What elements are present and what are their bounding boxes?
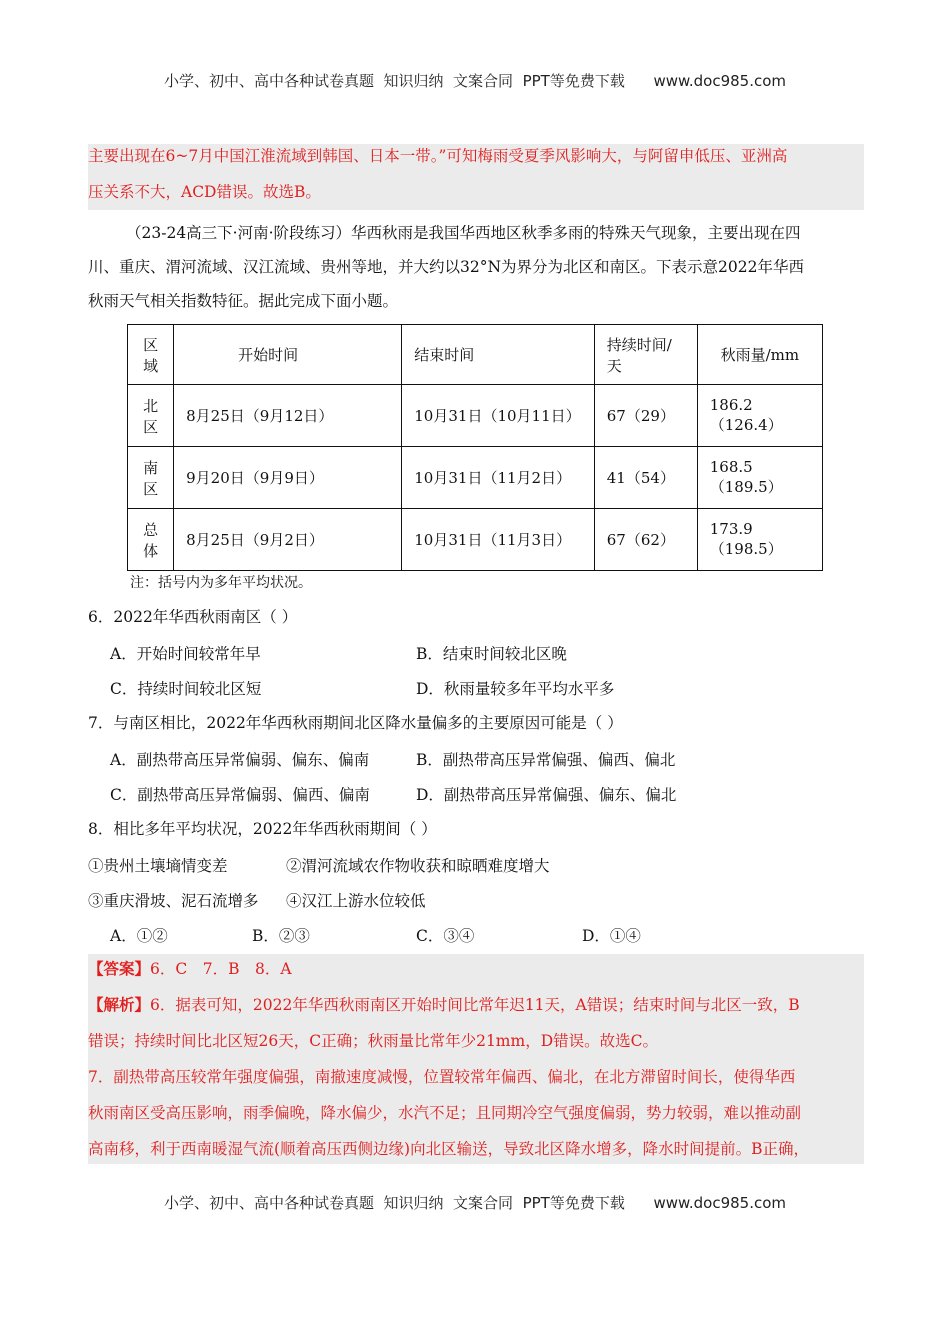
q8-stem: 8．相比多年平均状况，2022年华西秋雨期间（ ） xyxy=(88,820,437,838)
q7-option-d: D．副热带高压异常偏强、偏东、偏北 xyxy=(416,786,677,804)
table-cell-region: 总体 xyxy=(128,509,174,571)
analysis-line-1 xyxy=(88,994,864,1016)
answer-tag: 【答案】 xyxy=(88,959,151,978)
answer-text: 6．C 7．B 8．A xyxy=(150,960,292,978)
table-cell-start: 8月25日（9月2日） xyxy=(174,509,402,571)
table-cell-end: 10月31日（10月11日） xyxy=(402,385,595,447)
analysis-tag: 【解析】 xyxy=(88,995,151,1014)
q8-statement-1: ①贵州土壤墒情变差 xyxy=(88,857,228,875)
table-cell-duration: 67（62） xyxy=(594,509,697,571)
table-cell-region: 北区 xyxy=(128,385,174,447)
intro-line-1: （23-24高三下·河南·阶段练习）华西秋雨是我国华西地区秋季多雨的特殊天气现象，主要出现在四 xyxy=(126,224,801,242)
table-cell-region: 南区 xyxy=(128,447,174,509)
table-header-rainfall: 秋雨量/mm xyxy=(697,325,822,385)
analysis-text-1: 6．据表可知，2022年华西秋雨南区开始时间比常年迟11天，A错误；结束时间与北区一致，B xyxy=(150,996,800,1014)
q6-stem: 6．2022年华西秋雨南区（ ） xyxy=(88,608,298,626)
q8-statement-3: ③重庆滑坡、泥石流增多 xyxy=(88,892,259,910)
analysis-line-5: 高南移，利于西南暖湿气流(顺着高压西侧边缘)向北区输送，导致北区降水增多，降水时间提前。B正确， xyxy=(88,1140,809,1158)
answer-analysis-block xyxy=(88,954,864,1164)
table-cell-start: 8月25日（9月12日） xyxy=(174,385,402,447)
table-cell-end: 10月31日（11月3日） xyxy=(402,509,595,571)
table-row xyxy=(128,385,823,447)
q8-option-c: C．③④ xyxy=(416,927,475,945)
analysis-line-3: 7．副热带高压较常年强度偏强，南撤速度减慢，位置较常年偏西、偏北，在北方滞留时间长，使得华西 xyxy=(88,1068,796,1086)
table-row xyxy=(128,447,823,509)
q8-option-d: D．①④ xyxy=(582,927,641,945)
q7-option-b: B．副热带高压异常偏强、偏西、偏北 xyxy=(416,751,676,769)
q6-option-c: C．持续时间较北区短 xyxy=(110,680,262,698)
answer-line xyxy=(88,958,864,980)
q8-statement-2: ②渭河流域农作物收获和晾晒难度增大 xyxy=(286,857,550,875)
previous-answer-block xyxy=(88,144,864,210)
page-header: 小学、初中、高中各种试卷真题 知识归纳 文案合同 PPT等免费下载 www.doc985.com xyxy=(163,72,787,90)
intro-line-2: 川、重庆、渭河流域、汉江流域、贵州等地，并大约以32°N为界分为北区和南区。下表示意2022年华西 xyxy=(88,258,804,276)
previous-answer-line-1: 主要出现在6~7月中国江淮流域到韩国、日本一带。”可知梅雨受夏季风影响大，与阿留申低压、亚洲高 xyxy=(88,147,788,165)
q8-option-b: B．②③ xyxy=(252,927,310,945)
table-header-duration: 持续时间/天 xyxy=(594,325,697,385)
autumn-rain-table xyxy=(127,324,823,571)
q8-statement-4: ④汉江上游水位较低 xyxy=(286,892,426,910)
table-row xyxy=(128,509,823,571)
q6-option-d: D．秋雨量较多年平均水平多 xyxy=(416,680,615,698)
previous-answer-line-2: 压关系不大，ACD错误。故选B。 xyxy=(88,183,321,201)
table-cell-rainfall: 168.5（189.5） xyxy=(697,447,822,509)
q7-option-c: C．副热带高压异常偏弱、偏西、偏南 xyxy=(110,786,370,804)
table-header-start: 开始时间 xyxy=(174,325,402,385)
table-cell-end: 10月31日（11月2日） xyxy=(402,447,595,509)
table-header-row xyxy=(128,325,823,385)
q7-option-a: A．副热带高压异常偏弱、偏东、偏南 xyxy=(110,751,370,769)
q8-option-a: A．①② xyxy=(110,927,168,945)
page-footer: 小学、初中、高中各种试卷真题 知识归纳 文案合同 PPT等免费下载 www.doc985.com xyxy=(163,1194,787,1212)
table-cell-duration: 41（54） xyxy=(594,447,697,509)
table-cell-rainfall: 173.9（198.5） xyxy=(697,509,822,571)
analysis-line-4: 秋雨南区受高压影响，雨季偏晚，降水偏少，水汽不足；且同期冷空气强度偏弱，势力较弱，难以推动副 xyxy=(88,1104,802,1122)
intro-line-3: 秋雨天气相关指数特征。据此完成下面小题。 xyxy=(88,292,399,310)
q6-option-b: B．结束时间较北区晚 xyxy=(416,645,567,663)
analysis-line-2: 错误；持续时间比北区短26天，C正确；秋雨量比常年少21mm，D错误。故选C。 xyxy=(88,1032,658,1050)
table-header-end: 结束时间 xyxy=(402,325,595,385)
table-cell-duration: 67（29） xyxy=(594,385,697,447)
table-cell-start: 9月20日（9月9日） xyxy=(174,447,402,509)
table-header-region: 区域 xyxy=(128,325,174,385)
table-note: 注：括号内为多年平均状况。 xyxy=(130,575,312,591)
q6-option-a: A．开始时间较常年早 xyxy=(110,645,261,663)
table-cell-rainfall: 186.2（126.4） xyxy=(697,385,822,447)
q7-stem: 7．与南区相比，2022年华西秋雨期间北区降水量偏多的主要原因可能是（ ） xyxy=(88,714,623,732)
